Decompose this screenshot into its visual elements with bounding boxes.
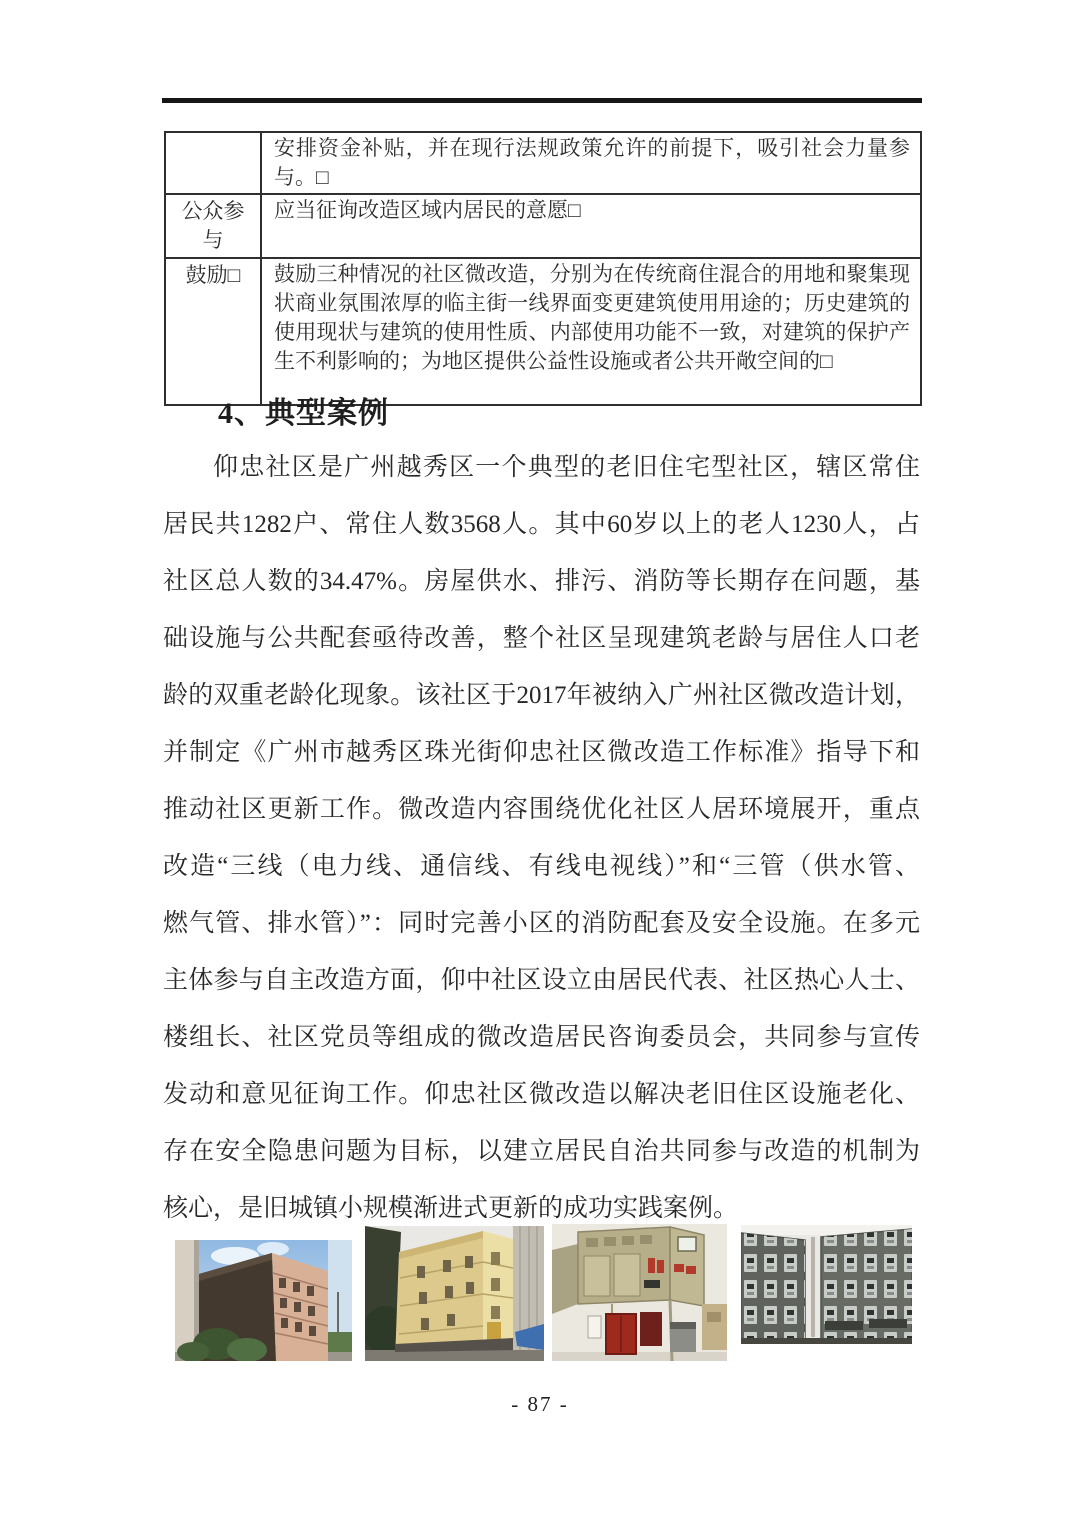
- policy-table: [164, 131, 922, 406]
- header-rule: [162, 98, 922, 103]
- table-row: [165, 132, 921, 194]
- old-residential-building-photo: [175, 1240, 352, 1361]
- row-content-cell: 鼓励三种情况的社区微改造，分别为在传统商住混合的用地和聚集现状商业氛围浓厚的临主街一线界面变更建筑使用用途的；历史建筑的使用现状与建筑的使用性质、内部使用功能不一致，对建筑的保护产生不利影响的；为地区提供公益性设施或者公共开敞空间的□: [261, 258, 921, 405]
- yellow-corner-building-photo: [365, 1226, 544, 1361]
- meter-panel-corridor-photo: [741, 1225, 912, 1344]
- row-label-cell: 公众参与: [165, 194, 261, 258]
- row-content-cell: 安排资金补贴，并在现行法规政策允许的前提下，吸引社会力量参与。□: [261, 132, 921, 194]
- body-line: 居民共1282户、常住人数3568人。其中60岁以上的老人1230人，占: [163, 511, 920, 538]
- body-line: 改造“三线（电力线、通信线、有线电视线）”和“三管（供水管、: [163, 853, 920, 880]
- row-label-cell: [165, 132, 261, 194]
- body-line: 核心，是旧城镇小规模渐进式更新的成功实践案例。: [163, 1195, 739, 1222]
- body-line: 并制定《广州市越秀区珠光街仰忠社区微改造工作标准》指导下和: [163, 739, 920, 766]
- electric-meter-boxes-photo: [552, 1224, 727, 1361]
- body-line: 发动和意见征询工作。仰忠社区微改造以解决老旧住区设施老化、: [163, 1081, 920, 1108]
- body-line: 存在安全隐患问题为目标，以建立居民自治共同参与改造的机制为: [163, 1138, 920, 1165]
- body-paragraph: [163, 439, 920, 1237]
- section-heading: 4、典型案例: [218, 397, 389, 430]
- body-line: 推动社区更新工作。微改造内容围绕优化社区人居环境展开，重点: [163, 796, 920, 823]
- body-line: 燃气管、排水管）”：同时完善小区的消防配套及安全设施。在多元: [163, 910, 920, 937]
- body-line: 社区总人数的34.47%。房屋供水、排污、消防等长期存在问题，基: [163, 568, 920, 595]
- row-label-cell: 鼓励□: [165, 258, 261, 405]
- table-row: [165, 194, 921, 258]
- body-line: 楼组长、社区党员等组成的微改造居民咨询委员会，共同参与宣传: [163, 1024, 920, 1051]
- body-line: 龄的双重老龄化现象。该社区于2017年被纳入广州社区微改造计划，: [163, 682, 920, 709]
- body-line: 仰忠社区是广州越秀区一个典型的老旧住宅型社区，辖区常住: [213, 454, 920, 481]
- body-line: 础设施与公共配套亟待改善，整个社区呈现建筑老龄与居住人口老: [163, 625, 920, 652]
- row-content-cell: 应当征询改造区域内居民的意愿□: [261, 194, 921, 258]
- body-line: 主体参与自主改造方面，仰中社区设立由居民代表、社区热心人士、: [163, 967, 920, 994]
- table-row: [165, 258, 921, 405]
- page-number: - 87 -: [511, 1392, 569, 1416]
